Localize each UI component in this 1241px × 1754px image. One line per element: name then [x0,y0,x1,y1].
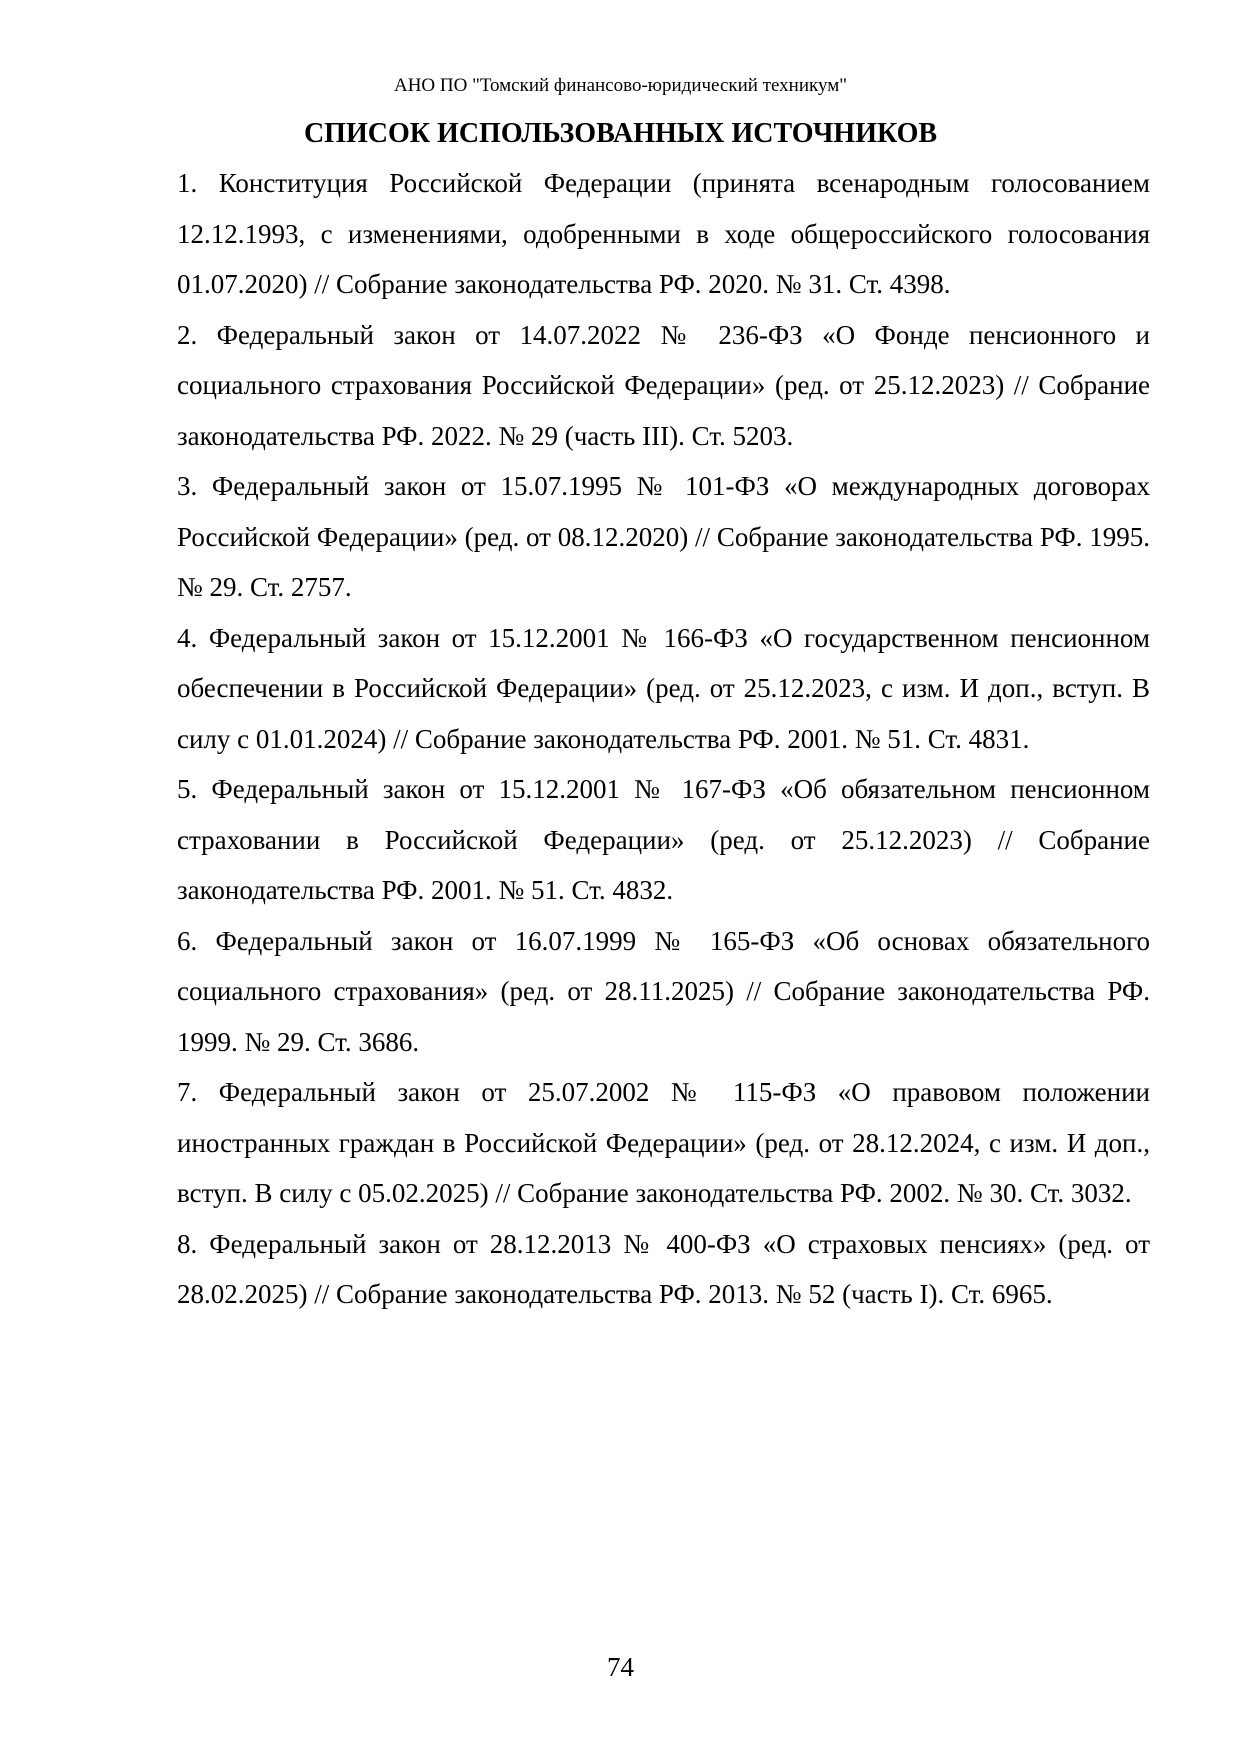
source-item-3: 3. Федеральный закон от 15.07.1995 № 101-ФЗ «О международных договорах Российской Федерации» (ред. от 08.12.2020) // Собрание законодательства РФ. 1995. № 29. Ст. 2757. [177,471,1150,602]
source-item-6: 6. Федеральный закон от 16.07.1999 № 165-ФЗ «Об основах обязательного социального страхования» (ред. от 28.11.2025) // Собрание законодательства РФ. 1999. № 29. Ст. 3686. [177,925,1150,1057]
sources-list [177,158,1150,1320]
source-item-1: 1. Конституция Российской Федерации (принята всенародным голосованием 12.12.1993, с изменениями, одобренными в ходе общероссийского голосования 01.07.2020) // Собрание законодательства РФ. 2020. № 31. Ст. 4398. [177,168,1150,299]
source-item-7: 7. Федеральный закон от 25.07.2002 № 115-ФЗ «О правовом положении иностранных граждан в Российской Федерации» (ред. от 28.12.2024, с изм. И доп., вступ. В силу с 05.02.2025) // Собрание законодательства РФ. 2002. № 30. Ст. 3032. [177,1077,1150,1208]
page-header: АНО ПО "Томский финансово-юридический техникум" [393,75,848,96]
page-number: 74 [607,1652,634,1682]
source-item-5: 5. Федеральный закон от 15.12.2001 № 167-ФЗ «Об обязательном пенсионном страховании в Российской Федерации» (ред. от 25.12.2023) // Собрание законодательства РФ. 2001. № 51. Ст. 4832. [177,774,1150,905]
page-title: СПИСОК ИСПОЛЬЗОВАННЫХ ИСТОЧНИКОВ [303,118,938,149]
source-item-4: 4. Федеральный закон от 15.12.2001 № 166-ФЗ «О государственном пенсионном обеспечении в Российской Федерации» (ред. от 25.12.2023, с изм. И доп., вступ. В силу с 01.01.2024) // Собрание законодательства РФ. 2001. № 51. Ст. 4831. [177,622,1150,754]
source-item-2: 2. Федеральный закон от 14.07.2022 № 236-ФЗ «О Фонде пенсионного и социального страхования Российской Федерации» (ред. от 25.12.2023) // Собрание законодательства РФ. 2022. № 29 (часть III). Ст. 5203. [177,319,1150,451]
source-item-8: 8. Федеральный закон от 28.12.2013 № 400-ФЗ «О страховых пенсиях» (ред. от 28.02.2025) // Собрание законодательства РФ. 2013. № 52 (часть I). Ст. 6965. [177,1228,1150,1309]
